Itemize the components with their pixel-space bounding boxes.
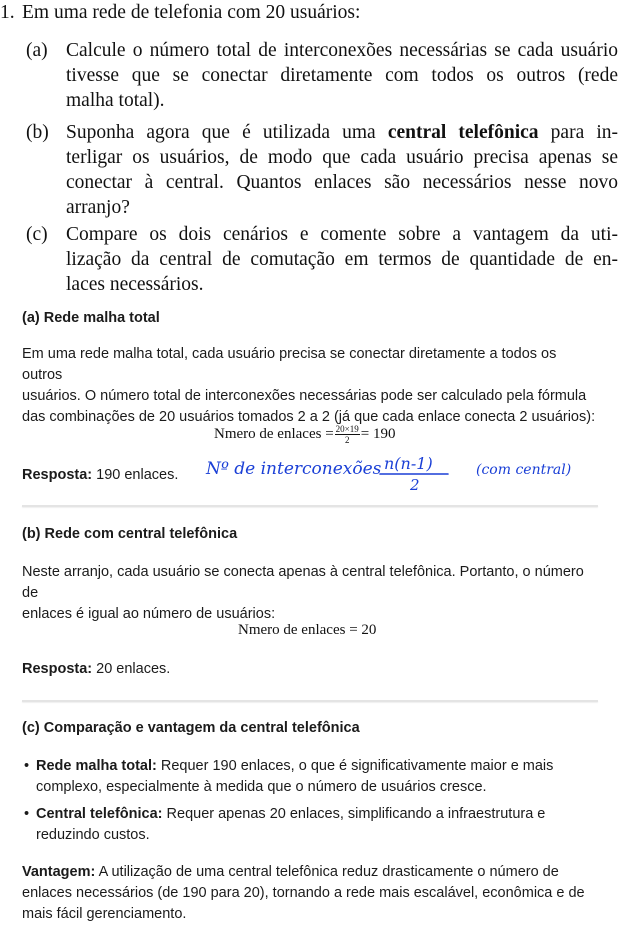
list-item-text — [36, 804, 596, 846]
list-item-bold: Central telefônica: — [36, 806, 163, 822]
paragraph-line: mais fácil gerenciamento. — [22, 906, 187, 922]
fraction-denominator: 2 — [344, 435, 350, 446]
part-a-line: tivesse que se conectar diretamente com todos os outros (rede — [66, 65, 618, 86]
list-item-line — [36, 756, 596, 777]
part-b-label: (b) — [26, 122, 49, 143]
section-c-heading: (c) Comparação e vantagem da central telefônica — [22, 720, 360, 736]
part-b-line: arranjo? — [66, 197, 130, 218]
bullet-dot: • — [24, 806, 30, 822]
paragraph-line — [22, 862, 600, 883]
answer-a-value: 190 enlaces. — [92, 467, 179, 483]
paragraph-line: enlaces é igual ao número de usuários: — [22, 606, 276, 622]
part-b-line: conectar à central. Quantos enlaces são necessários nesse novo — [66, 172, 618, 193]
paragraph-line: das combinações de 20 usuários tomados 2 a 2 (já que cada enlace conecta 2 usuários): — [22, 409, 596, 425]
list-item-line: complexo, especialmente à medida que o número de usuários cresce. — [36, 779, 487, 795]
part-b-bold-term: central telefônica — [387, 122, 539, 143]
formula-a-result: = 190 — [360, 426, 396, 442]
answer-b-label: Resposta: — [22, 661, 93, 677]
part-c-line: laces necessários. — [66, 274, 204, 295]
fraction-numerator: 20×19 — [335, 424, 359, 435]
handwritten-parenthetical: (com central) — [476, 462, 572, 478]
divider — [22, 505, 598, 507]
section-a-heading: (a) Rede malha total — [22, 310, 160, 326]
question-stem: Em uma rede de telefonia com 20 usuários: — [22, 2, 361, 23]
part-c-line: Compare os dois cenários e comente sobre a vantagem da uti- — [66, 224, 618, 245]
list-item-line: reduzindo custos. — [36, 827, 150, 843]
answer-a-label: Resposta: — [22, 467, 93, 483]
part-b-line: terligar os usuários, de modo que cada usuário precisa apenas se — [66, 147, 618, 168]
handwritten-numerator: n(n-1) — [384, 454, 433, 473]
list-item-rest: Requer apenas 20 enlaces, simplificando a infraestrutura e — [162, 806, 546, 822]
vantagem-paragraph — [22, 862, 600, 925]
part-a-line: Calcule o número total de interconexões necessárias se cada usuário — [66, 40, 618, 61]
part-c-line: lização da central de comutação em termos de quantidade de en- — [66, 249, 618, 270]
section-b-paragraph — [22, 562, 600, 625]
formula-a-lhs: Nmero de enlaces = — [214, 426, 334, 442]
question-number: 1. — [0, 2, 15, 23]
part-b-text-post: para in- — [538, 122, 619, 143]
part-a-line: malha total). — [66, 90, 165, 111]
bullet-dot: • — [24, 758, 30, 774]
list-item-text — [36, 756, 596, 798]
part-a-label: (a) — [26, 40, 48, 61]
list-item-bold: Rede malha total: — [36, 758, 157, 774]
paragraph-line: enlaces necessários (de 190 para 20), tornando a rede mais escalável, econômica e de — [22, 885, 585, 901]
paragraph-line: usuários. O número total de interconexões necessárias pode ser calculado pela fórmula — [22, 388, 587, 404]
answer-b-value: 20 enlaces. — [92, 661, 171, 677]
vantagem-label: Vantagem: — [22, 864, 96, 880]
handwritten-denominator: 2 — [410, 476, 420, 494]
handwritten-note: Nº de interconexões — [206, 459, 382, 479]
part-b-text-pre: Suponha agora que é utilizada uma — [66, 122, 388, 143]
vantagem-text: A utilização de uma central telefônica reduz drasticamente o número de — [95, 864, 559, 880]
answer-b — [22, 659, 600, 680]
formula-b: Nmero de enlaces = 20 — [238, 622, 377, 638]
paragraph-line: Neste arranjo, cada usuário se conecta apenas à central telefônica. Portanto, o número de — [22, 564, 584, 601]
divider — [22, 700, 598, 702]
part-c-label: (c) — [26, 224, 48, 245]
list-item-line — [36, 804, 596, 825]
section-b-heading: (b) Rede com central telefônica — [22, 526, 238, 542]
paragraph-line: Em uma rede malha total, cada usuário precisa se conectar diretamente a todos os outros — [22, 346, 557, 383]
list-item-rest: Requer 190 enlaces, o que é significativamente maior e mais — [156, 758, 554, 774]
